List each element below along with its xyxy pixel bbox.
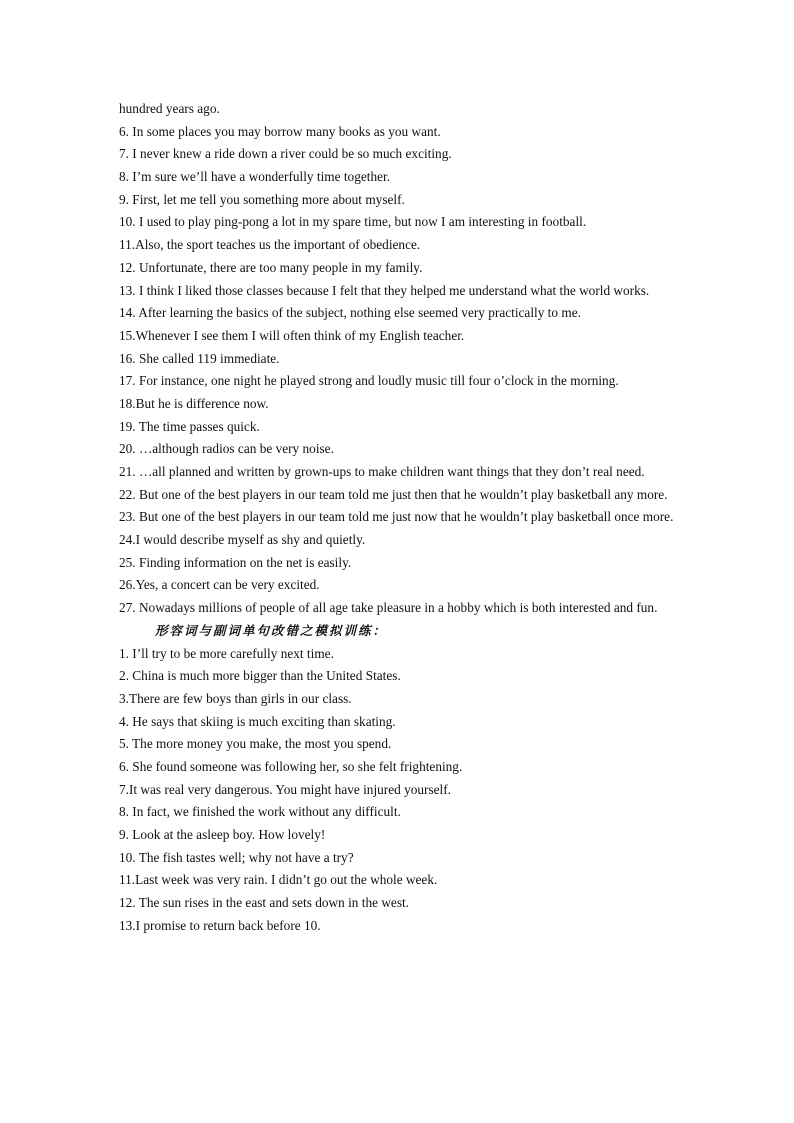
- exercise-item: 10. The fish tastes well; why not have a try?: [119, 849, 354, 865]
- sentence-26: 26.Yes, a concert can be very excited.: [119, 577, 320, 593]
- sentence-25: 25. Finding information on the net is easily.: [119, 554, 352, 570]
- sentence-continuation: hundred years ago.: [119, 101, 220, 116]
- sentence-10: 10. I used to play ping-pong a lot in my spare time, but now I am interesting in football.: [119, 214, 587, 230]
- section-heading: 形容词与副词单句改错之模拟训练：: [155, 623, 388, 638]
- exercise-item: 3.There are few boys than girls in our class.: [119, 690, 352, 706]
- sentence-18: 18.But he is difference now.: [119, 395, 269, 411]
- sentence-21: 21. …all planned and written by grown-ups to make children want things that they don’t real need.: [119, 464, 645, 480]
- sentence-22: 22. But one of the best players in our team told me just then that he wouldn’t play basketball any more.: [119, 486, 668, 502]
- exercise-item: 9. Look at the asleep boy. How lovely!: [119, 827, 326, 843]
- sentence-7: 7. I never knew a ride down a river could be so much exciting.: [119, 146, 452, 162]
- sentence-11: 11.Also, the sport teaches us the important of obedience.: [119, 237, 421, 253]
- exercise-item: 7.It was real very dangerous. You might have injured yourself.: [119, 781, 451, 797]
- page-content: [119, 98, 675, 938]
- exercise-item: 11.Last week was very rain. I didn’t go out the whole week.: [119, 872, 438, 888]
- sentence-9: 9. First, let me tell you something more about myself.: [119, 191, 405, 207]
- sentence-6: 6. In some places you may borrow many books as you want.: [119, 123, 441, 139]
- sentence-8: 8. I’m sure we’ll have a wonderfully time together.: [119, 169, 391, 185]
- sentence-24: 24.I would describe myself as shy and quietly.: [119, 532, 366, 548]
- sentence-27: 27. Nowadays millions of people of all age take pleasure in a hobby which is both interested and fun.: [119, 600, 658, 616]
- sentence-16: 16. She called 119 immediate.: [119, 350, 280, 366]
- exercise-item: 4. He says that skiing is much exciting than skating.: [119, 713, 396, 729]
- sentence-17: 17. For instance, one night he played strong and loudly music till four o’clock in the morning.: [119, 373, 619, 389]
- sentence-13: 13. I think I liked those classes because I felt that they helped me understand what the world works.: [119, 282, 650, 298]
- sentence-23: 23. But one of the best players in our team told me just now that he wouldn’t play basketball once more.: [119, 509, 674, 525]
- exercise-item: 5. The more money you make, the most you spend.: [119, 736, 392, 752]
- sentence-12: 12. Unfortunate, there are too many people in my family.: [119, 259, 423, 275]
- exercise-item: 2. China is much more bigger than the United States.: [119, 668, 401, 684]
- exercise-item: 13.I promise to return back before 10.: [119, 917, 321, 933]
- sentence-14: 14. After learning the basics of the subject, nothing else seemed very practically to me.: [119, 305, 581, 321]
- exercise-item: 6. She found someone was following her, so she felt frightening.: [119, 759, 463, 774]
- exercise-item: 12. The sun rises in the east and sets down in the west.: [119, 895, 410, 911]
- sentence-20: 20. …although radios can be very noise.: [119, 441, 334, 457]
- exercise-item: 1. I’ll try to be more carefully next time.: [119, 645, 334, 661]
- exercise-item: 8. In fact, we finished the work without any difficult.: [119, 804, 401, 820]
- sentence-15: 15.Whenever I see them I will often think of my English teacher.: [119, 327, 465, 343]
- sentence-19: 19. The time passes quick.: [119, 418, 260, 434]
